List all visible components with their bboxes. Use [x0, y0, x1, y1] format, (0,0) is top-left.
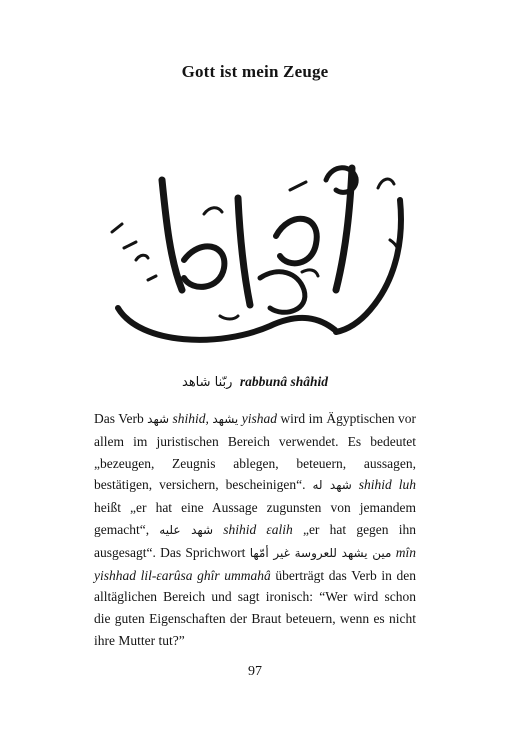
text-segment: heißt „er hat eine Aussage zugunsten von jemandem gemacht“,	[94, 500, 416, 537]
arabic-term: شهد له	[312, 478, 352, 493]
arabic-term: يشهد	[212, 412, 239, 426]
transliteration-term: mîn yishhad lil-ɛarûsa ghîr ummahâ	[94, 544, 417, 583]
text-segment: überträgt das Verb in den alltäglichen Bereich und sagt ironisch: “Wer wird schon die guten Eigenschaften der Braut beteuern, wenn es nicht ihre Mutter tut?”	[94, 567, 416, 648]
transliteration-term: shihid,	[172, 411, 209, 426]
arabic-term: شهد	[147, 412, 170, 426]
transliteration-term: shihid luh	[358, 477, 416, 493]
transliteration-term: yishad	[241, 411, 277, 426]
arabic-calligraphy-image	[100, 140, 420, 355]
arabic-term: مين يشهد للعروسة غير أمّها	[249, 545, 392, 560]
arabic-term: شهد عليه	[159, 522, 214, 537]
body-paragraph	[94, 408, 416, 652]
page-title: Gott ist mein Zeuge	[181, 62, 329, 81]
calligraphy-caption	[0, 374, 510, 390]
text-segment: Das Verb	[94, 411, 148, 426]
transliteration-term: shihid ɛalih	[223, 521, 293, 537]
text-segment: wird im Ägyptischen vor allem im juristischen Bereich verwendet. Es bedeutet „bezeugen, Zeugnis ablegen, beteuern, aussagen, bestätigen, versichern, bescheinigen“.	[94, 411, 417, 493]
text-segment: „er hat gegen ihn ausgesagt“. Das Sprichwort	[94, 521, 416, 560]
page-number: 97	[248, 664, 262, 679]
caption-arabic: ربّنا شاهد	[182, 375, 233, 390]
caption-transliteration: rabbunâ shâhid	[239, 374, 328, 389]
